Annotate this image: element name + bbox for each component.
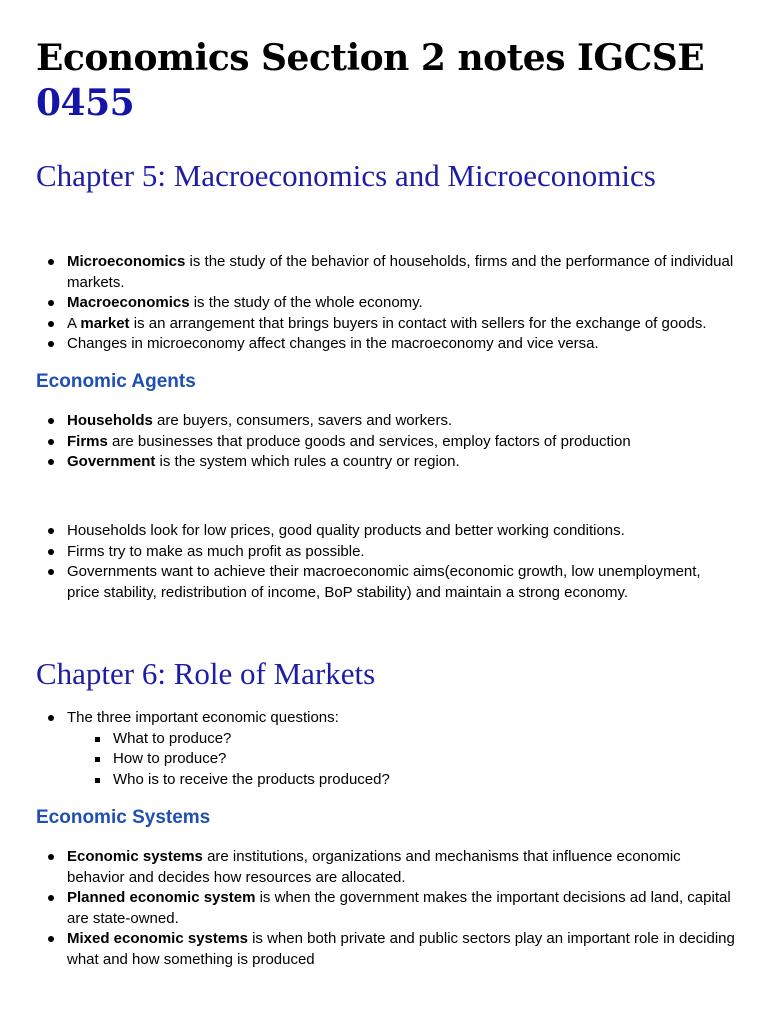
list-item: Mixed economic systems is when both private and public sectors play an important role in deciding what and how something is produced [36, 929, 736, 970]
questions-sublist [67, 729, 736, 791]
chapter-5-heading: Chapter 5: Macroeconomics and Microeconomics [36, 158, 656, 193]
list-item: Microeconomics is the study of the behavior of households, firms and the performance of individual markets. [36, 252, 736, 293]
economic-agents-heading: Economic Agents [36, 371, 196, 392]
sub-list-item: Who is to receive the products produced? [67, 770, 736, 791]
list-item: Households look for low prices, good quality products and better working conditions. [36, 521, 736, 542]
list-item: Firms try to make as much profit as possible. [36, 542, 736, 563]
list-item: A market is an arrangement that brings buyers in contact with sellers for the exchange of goods. [36, 314, 736, 335]
list-item: Government is the system which rules a country or region. [36, 452, 736, 473]
questions-intro: The three important economic questions: [67, 709, 339, 726]
list-item: Economic systems are institutions, organizations and mechanisms that influence economic behavior and decides how resources are allocated. [36, 847, 736, 888]
list-item: Firms are businesses that produce goods and services, employ factors of production [36, 432, 736, 453]
sub-list-item: How to produce? [67, 749, 736, 770]
list-item: Planned economic system is when the government makes the important decisions ad land, capital are state-owned. [36, 888, 736, 929]
agent-goals-list [36, 521, 736, 603]
economic-questions-list [36, 708, 736, 790]
chapter-5-definitions-list [36, 252, 736, 355]
title-line-2: 0455 [36, 82, 135, 124]
list-item: Governments want to achieve their macroeconomic aims(economic growth, low unemployment, price stability, redistribution of income, BoP stability) and maintain a strong economy. [36, 562, 736, 603]
economic-agents-list [36, 411, 736, 473]
list-item: Macroeconomics is the study of the whole economy. [36, 293, 736, 314]
list-item: Changes in microeconomy affect changes in the macroeconomy and vice versa. [36, 334, 736, 355]
economic-systems-heading: Economic Systems [36, 807, 211, 828]
title-line-1: Economics Section 2 notes IGCSE [36, 37, 705, 79]
document-title [36, 36, 736, 126]
chapter-6-heading: Chapter 6: Role of Markets [36, 656, 376, 691]
list-item [36, 708, 736, 790]
sub-list-item: What to produce? [67, 729, 736, 750]
economic-systems-list [36, 847, 736, 970]
list-item: Households are buyers, consumers, savers and workers. [36, 411, 736, 432]
